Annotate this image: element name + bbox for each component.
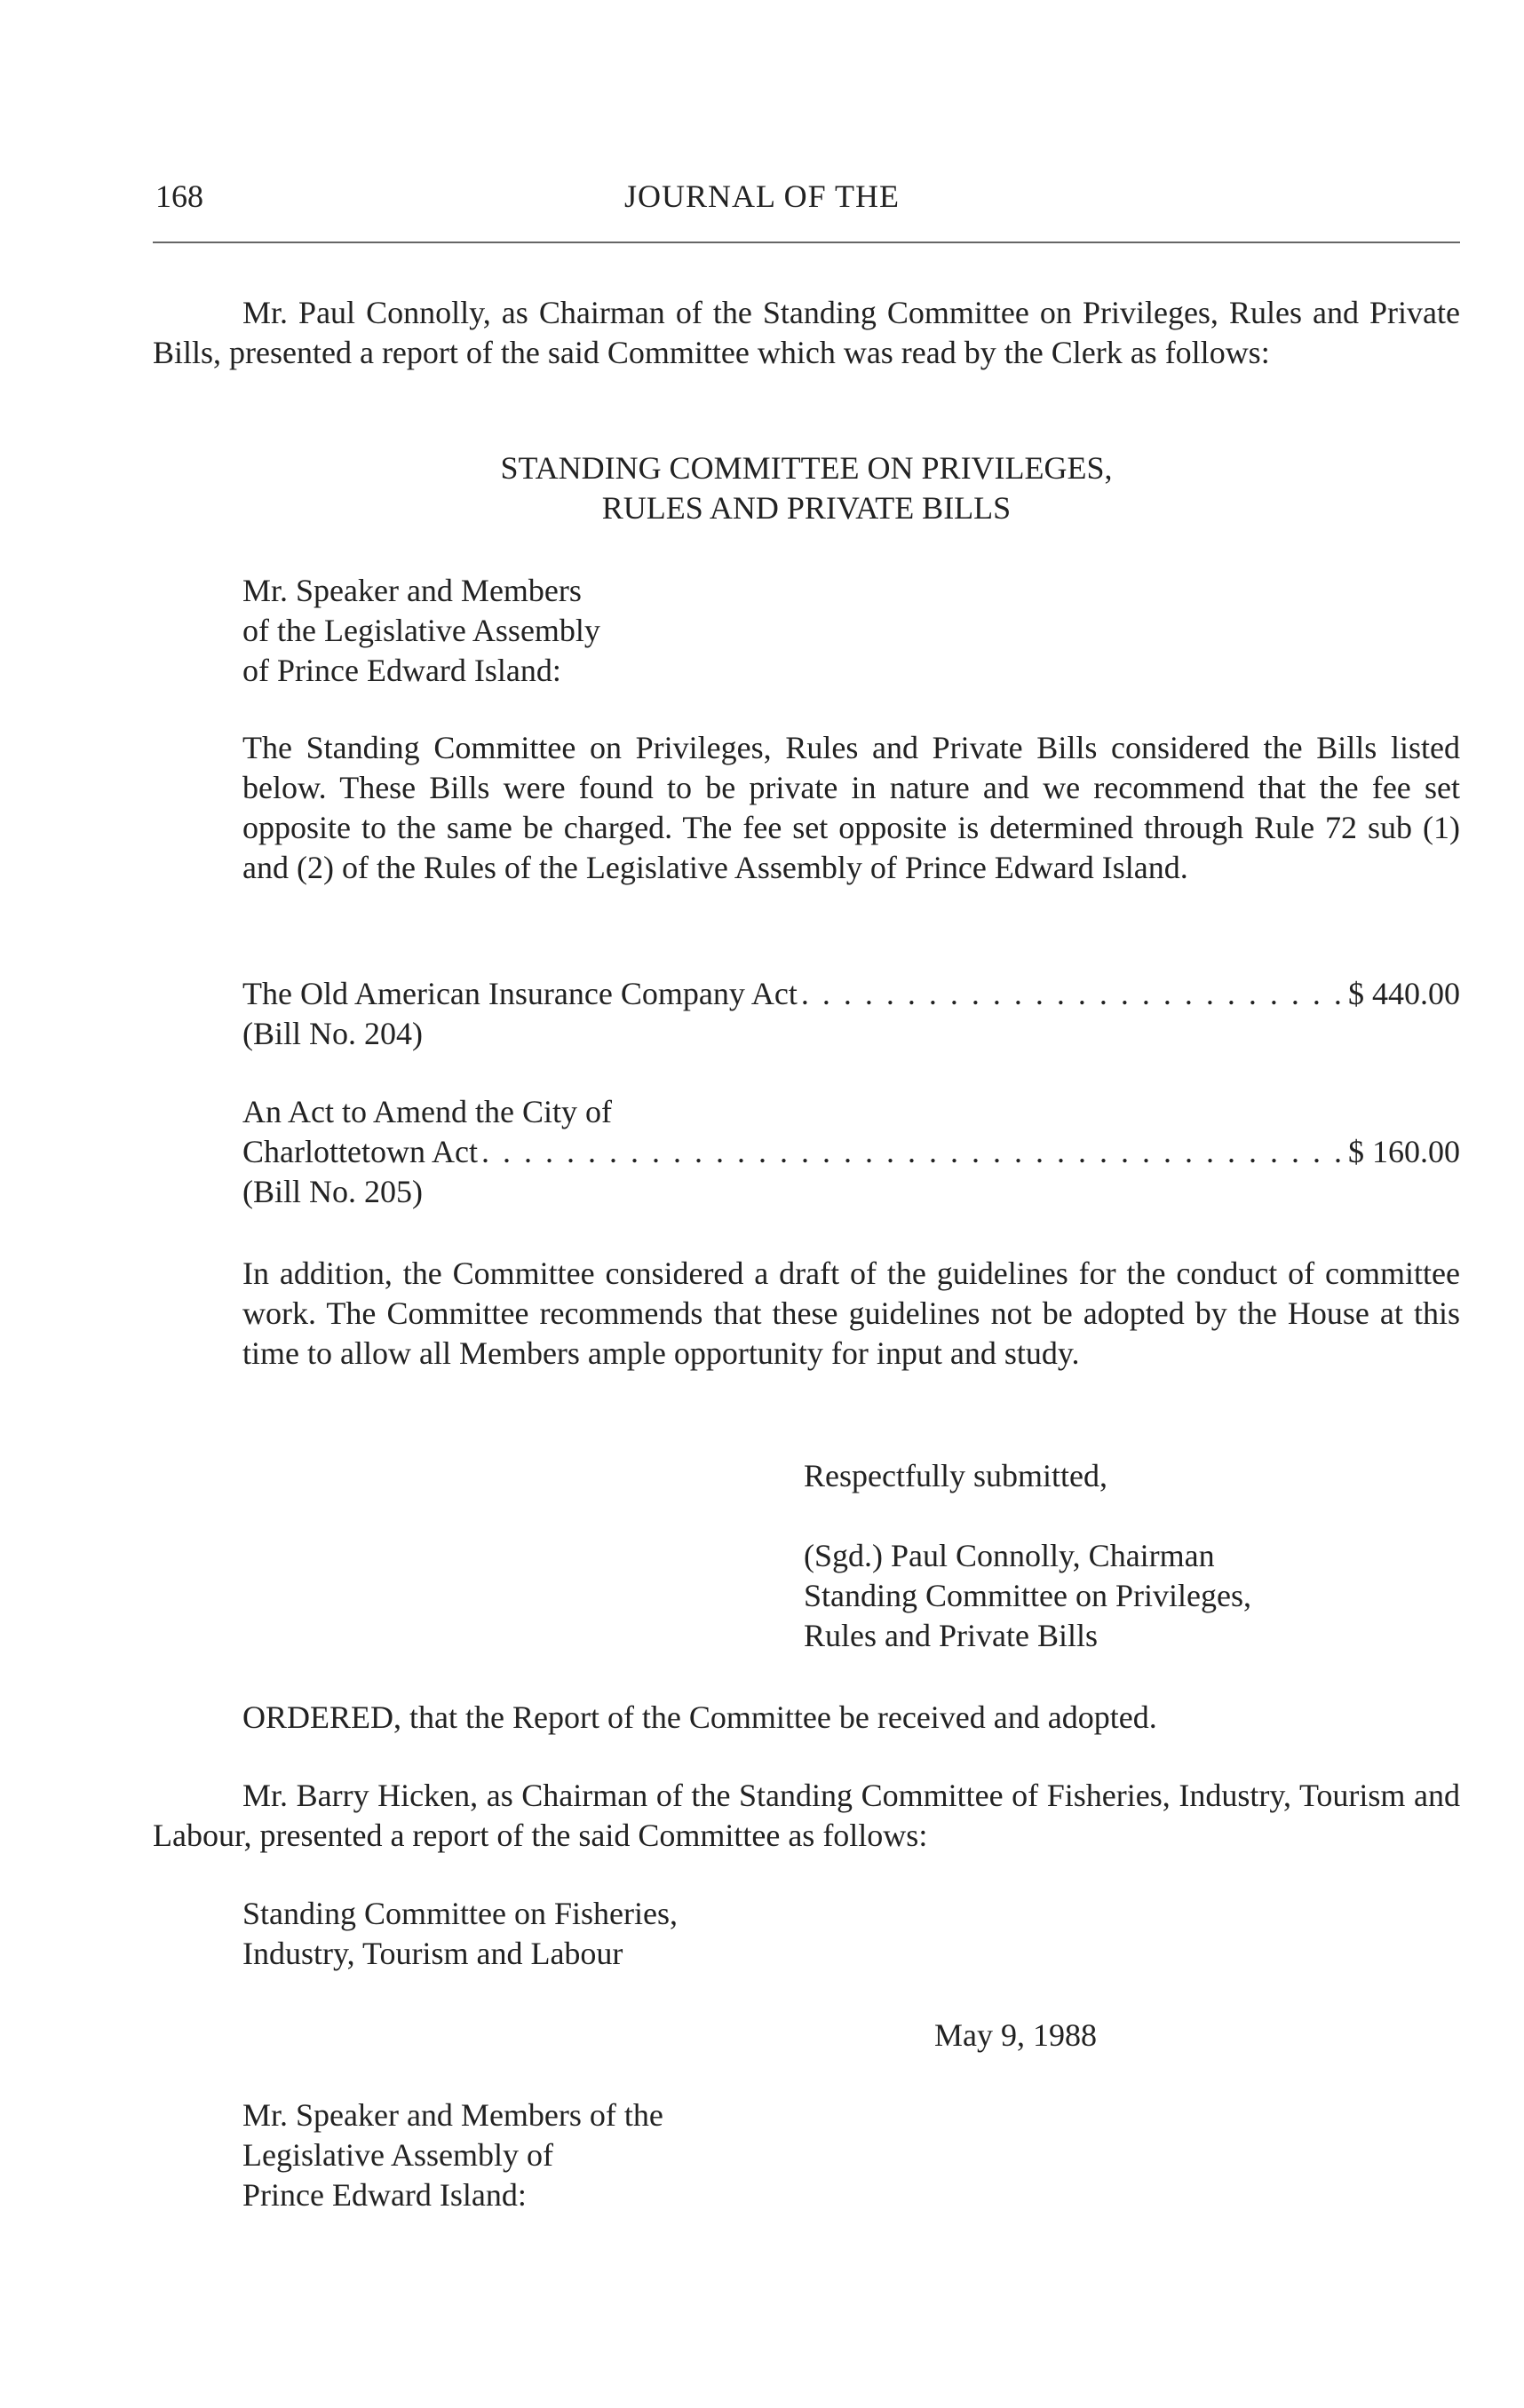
ordered-statement: ORDERED, that the Report of the Committee be received and adopted. <box>242 1699 1157 1735</box>
bill-name: An Act to Amend the City of <box>242 1094 612 1129</box>
signature-line: Standing Committee on Privileges, <box>804 1578 1251 1613</box>
address-line: of Prince Edward Island: <box>242 653 561 688</box>
bill-number: (Bill No. 204) <box>242 1016 423 1051</box>
report1-title-line1: STANDING COMMITTEE ON PRIVILEGES, <box>500 450 1113 486</box>
report2-address <box>242 2095 1042 2215</box>
report1-body: The Standing Committee on Privileges, Rules and Private Bills considered the Bills listed below. These Bills were found to be private in nature and we recommend that the fee set opposite to the same be charged. The fee set opposite is determined through Rule 72 sub (1) and (2) of the Rules of the Legislative Assembly of Prince Edward Island. <box>242 730 1460 885</box>
report1-title-line2: RULES AND PRIVATE BILLS <box>601 490 1012 526</box>
bill-fee: $ 440.00 <box>1348 976 1460 1011</box>
bill-number: (Bill No. 205) <box>242 1174 423 1209</box>
address-line: Legislative Assembly of <box>242 2137 553 2173</box>
bill-leader-line <box>242 974 1460 1014</box>
report1-address <box>242 571 1042 691</box>
committee-line: Industry, Tourism and Labour <box>242 1936 623 1971</box>
page-number: 168 <box>155 178 203 214</box>
bill-fee: $ 160.00 <box>1348 1134 1460 1169</box>
dot-leader <box>801 974 1345 1014</box>
signature-line: (Sgd.) Paul Connolly, Chairman <box>804 1538 1215 1573</box>
address-line: Mr. Speaker and Members of the <box>242 2097 663 2133</box>
signature-block <box>804 1536 1461 1656</box>
address-line: Prince Edward Island: <box>242 2177 527 2213</box>
running-title: JOURNAL OF THE <box>623 178 900 214</box>
signature-line: Rules and Private Bills <box>804 1618 1098 1653</box>
dot-leader <box>481 1132 1345 1172</box>
committee-line: Standing Committee on Fisheries, <box>242 1896 678 1931</box>
intro-paragraph: Mr. Paul Connolly, as Chairman of the Standing Committee on Privileges, Rules and Private Bills, presented a report of the said Committee which was read by the Clerk as follows: <box>153 295 1460 370</box>
report1-title <box>153 448 1460 528</box>
report2-date: May 9, 1988 <box>934 2017 1097 2053</box>
bill-name: The Old American Insurance Company Act <box>242 976 798 1011</box>
report2-committee <box>242 1894 1042 1974</box>
bill-entry <box>242 974 1460 1054</box>
bill-name-cont: Charlottetown Act <box>242 1134 478 1169</box>
second-paragraph: Mr. Barry Hicken, as Chairman of the Standing Committee of Fisheries, Industry, Tourism and Labour, presented a report of the said Committee as follows: <box>153 1778 1460 1853</box>
bill-entry <box>242 1092 1460 1212</box>
closing: Respectfully submitted, <box>804 1458 1107 1493</box>
address-line: of the Legislative Assembly <box>242 613 600 648</box>
header-rule <box>153 242 1460 243</box>
bill-leader-line <box>242 1132 1460 1172</box>
address-line: Mr. Speaker and Members <box>242 573 582 608</box>
report1-additional: In addition, the Committee considered a draft of the guidelines for the conduct of committee work. The Committee recommends that these guidelines not be adopted by the House at this time to allow all Members ample opportunity for input and study. <box>242 1255 1460 1371</box>
